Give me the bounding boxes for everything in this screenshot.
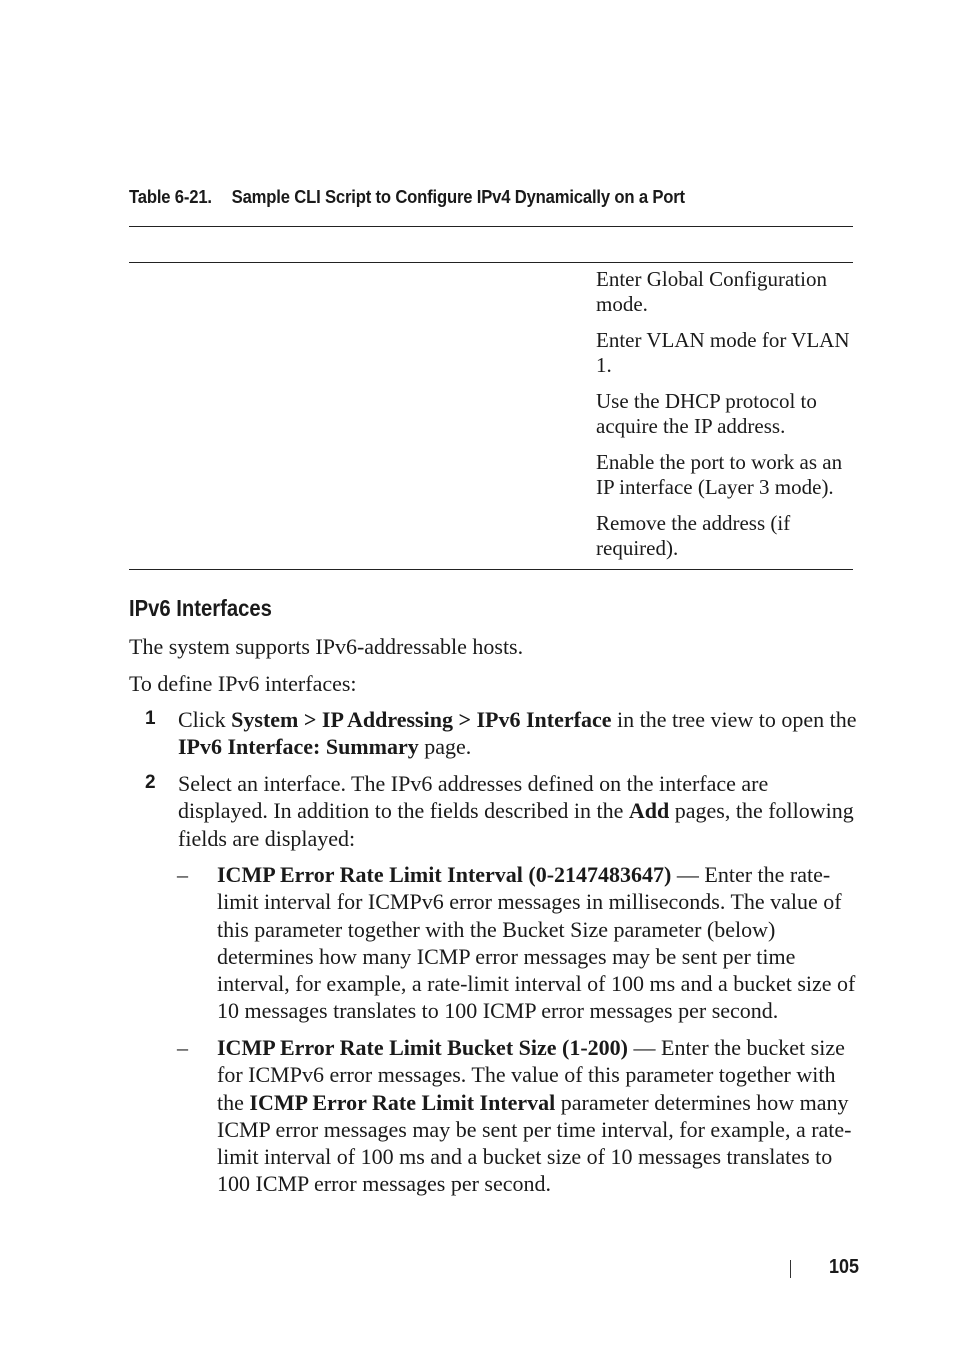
table-top-rule [129, 226, 853, 227]
table-row: Use the DHCP protocol to acquire the IP address. [596, 389, 817, 438]
step-text: Select an interface. The IPv6 addresses defined on the interface are displayed. In addition to the fields described in the Add pages, the following fields are displayed: [178, 771, 854, 851]
table-row: Enable the port to work as an IP interface (Layer 3 mode). [596, 450, 843, 499]
field-name: ICMP Error Rate Limit Bucket Size (1-200) [217, 1035, 628, 1060]
footer-divider [790, 1260, 791, 1278]
field-name: ICMP Error Rate Limit Interval (0-2147483647) [217, 862, 672, 887]
lead-paragraph: To define IPv6 interfaces: [129, 671, 357, 696]
table-caption [129, 186, 685, 208]
field-description: ICMP Error Rate Limit Bucket Size (1-200) — Enter the bucket size for ICMPv6 error messages. The value of this parameter together with the ICMP Error Rate Limit Interval parameter determines how many ICMP error messages may be sent per time interval, for example, a rate-limit interval of 100 ms and a bucket size of 10 messages translates to 100 ICMP error messages per second. [217, 1035, 852, 1197]
table-header-rule [129, 262, 853, 263]
table-row: Enter VLAN mode for VLAN 1. [596, 328, 850, 377]
table-description-column [596, 267, 856, 572]
step-number: 1 [145, 708, 156, 729]
table-row: Remove the address (if required). [596, 511, 791, 560]
table-bottom-rule [129, 569, 853, 570]
field-ref: ICMP Error Rate Limit Interval [249, 1089, 556, 1115]
table-caption-title: Sample CLI Script to Configure IPv4 Dynamically on a Port [231, 186, 685, 207]
table-caption-number: Table 6-21. [129, 186, 212, 207]
field-description: ICMP Error Rate Limit Interval (0-2147483647) — Enter the rate-limit interval for ICMPv6 error messages in milliseconds. The value of this parameter together with the Bucket Size parameter (below) determines how many ICMP error messages may be sent per time interval, for example, a rate-limit interval of 100 ms and a bucket size of 10 messages translates to 100 ICMP error messages per second. [217, 862, 856, 1024]
table-row: Enter Global Configuration mode. [596, 267, 827, 316]
menu-path: System > IP Addressing > IPv6 Interface [231, 707, 612, 732]
add-page-ref: Add [628, 798, 670, 824]
dash-bullet: – [177, 862, 188, 887]
section-heading: IPv6 Interfaces [129, 595, 272, 621]
dash-bullet: – [177, 1035, 188, 1060]
page-number: 105 [829, 1256, 860, 1278]
page-name: IPv6 Interface: Summary [178, 734, 419, 760]
step-text: Click System > IP Addressing > IPv6 Interface in the tree view to open the IPv6 Interface: Summary page. [178, 707, 857, 760]
step-number: 2 [145, 772, 156, 793]
intro-paragraph: The system supports IPv6-addressable hosts. [129, 634, 524, 659]
